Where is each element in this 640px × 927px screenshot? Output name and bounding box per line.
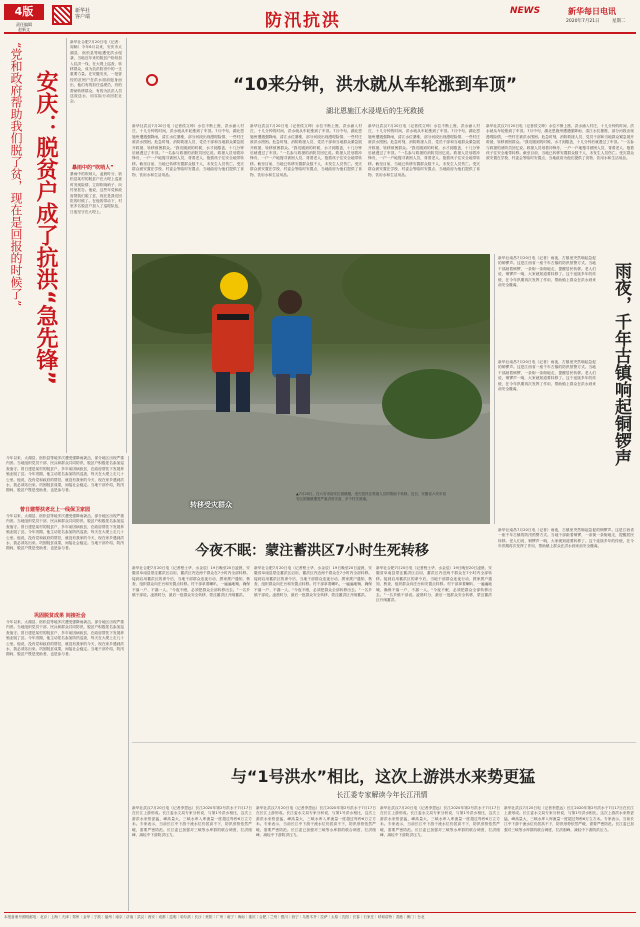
main-col-2: 新华社武汉7月20日电（记者侯文坤）水位不断上涨，洪水涌入村庄，十几分钟的时间，洪水就从车轮涨到了车顶。7月中旬，湖北恩施州遭遇强降雨，清江水位暴涨，部分河段出现漫堤险情，一些村庄被洪水围困。危急时刻，消防救援人员、党员干部和当地群众紧急展开救援，转移被困群众。“我们刚到的时候，水才到膝盖，十几分钟后就漫过了车顶。”一名参与救援的消防员回忆说。救援人员划着冲锋舟，一户一户地搜寻被困人员，背着老人、抱着孩子往安全地带转移。截至目前，当地已转移安置群众数千人，未发生人员伤亡。受灾群众被安置在学校、村委会等临时安置点，当地政府为他们提供了食物、饮用水和生活用品。: [250, 124, 362, 177]
right-col-text-a: 新华社南昌7月20日电（记者）雨夜，古镇里突然响起急促的铜锣声。这是江西省一座千年古镇的防汛预警方式。当地干部敲着铜锣，一条街一条街地走，提醒居民转移。老人们说，铜锣声一响，大家就知道要转移了。这个延续多年的传统，在今年汛期再次发挥了作用，帮助镇上群众在洪水到来前安全撤离。: [498, 256, 596, 288]
issue-weekday: 星期二: [612, 19, 626, 24]
left-body-top: 今年以来，太湖县、宿松县等地多次遭受强降雨袭击，部分地区出现严重内涝。当地组织党员干部、民兵和群众共同防汛，脱贫户积极报名参加巡查值守。曾日建是某村的脱贫户，多年前因病致贫，在政府帮扶下发展养殖业脱了贫。今年汛期，他主动报名参加防汛巡查，每天在大堤上走几十公里。他说，没有党和政府的帮扶，就没有我家的今天，现在家乡遇到洪水，我必须站出来。巩固脱贫成果，间接社会稳定。当地干部介绍，防汛期间，脱贫户既是受助者，也是参与者。: [6, 456, 124, 493]
bottom-headline: 与“1号洪水”相比，这次上游洪水来势更猛: [230, 767, 536, 786]
photo-caption: ▲7月20日，在六安市裕安区固镇镇，受灾居民在救援人员的帮助下转移。近日，安徽省六安市裕安区固镇镇遭受严重洪涝灾害，多个村庄被淹。: [296, 492, 446, 501]
paper-name: 新华每日电讯: [568, 7, 616, 16]
xinhua-app-qr-icon: [52, 5, 72, 25]
bottom-col-2: 新华社武汉7月20日电（记者李思远）长江2020年第2号洪水于7月17日在长江上游形成。长江委水文局专家分析说，与第1号洪水相比，这次上游洪水来势更猛，峰高量大，三峡水库入库流量一度超过每秒6万立方米。专家表示，当前长江中下游干流水位仍居高不下，防汛形势依然严峻，需要严密防范。长江委已加强对三峡等水库群的联合调度，拦洪削峰，减轻中下游防洪压力。: [256, 806, 376, 838]
middle-col-3: 新华社合肥7月20日电（记者程士华、水金辰）19日晚至20日凌晨，安徽省阜南县蒙洼蓄洪区启用，蓄洪区内近两千群众在7小时内全部转移。接到启用蓄洪区的命令后，当地干部群众连夜行动，挨家挨户通知、核查，组织群众向庄台和安置点转移。村干部拿着喇叭，一遍遍地喊，确保不落一户、不漏一人。“今夜不眠，必须把群众全部转移出去。”一名乡镇干部说。凌晨时分，最后一批群众安全转移，蒙洼蓄洪区开闸蓄洪。: [376, 566, 492, 603]
bottom-top-rule: [132, 742, 636, 743]
right-col-text-b: 新华社南昌7月20日电（记者）雨夜，古镇里突然响起急促的铜锣声。这是江西省一座千年古镇的防汛预警方式。当地干部敲着铜锣，一条街一条街地走，提醒居民转移。老人们说，铜锣声一响，大家就知道要转移了。这个延续多年的传统，在今年汛期再次发挥了作用，帮助镇上群众在洪水到来前安全撤离。: [498, 360, 596, 392]
flood-photo: [132, 254, 490, 524]
main-headline: “10来分钟，洪水就从车轮涨到车顶”: [232, 75, 517, 95]
bottom-col-3: 新华社武汉7月20日电（记者李思远）长江2020年第2号洪水于7月17日在长江上游形成。长江委水文局专家分析说，与第1号洪水相比，这次上游洪水来势更猛，峰高量大，三峡水库入库流量一度超过每秒6万立方米。专家表示，当前长江中下游干流水位仍居高不下，防汛形势依然严峻，需要严密防范。长江委已加强对三峡等水库群的联合调度，拦洪削峰，减轻中下游防洪压力。: [380, 806, 500, 838]
left-body-mid: 今年以来，太湖县、宿松县等地多次遭受强降雨袭击，部分地区出现严重内涝。当地组织党员干部、民兵和群众共同防汛，脱贫户积极报名参加巡查值守。曾日建是某村的脱贫户，多年前因病致贫，在政府帮扶下发展养殖业脱了贫。今年汛期，他主动报名参加防汛巡查，每天在大堤上走几十公里。他说，没有党和政府的帮扶，就没有我家的今天，现在家乡遇到洪水，我必须站出来。巩固脱贫成果，间接社会稳定。当地干部介绍，防汛期间，脱贫户既是受助者，也是参与者。: [6, 514, 124, 551]
right-column-divider: [494, 254, 495, 524]
flood-photo-drawing: [132, 254, 490, 524]
main-col-4: 新华社武汉7月20日电（记者侯文坤）水位不断上涨，洪水涌入村庄，十几分钟的时间，洪水就从车轮涨到了车顶。7月中旬，湖北恩施州遭遇强降雨，清江水位暴涨，部分河段出现漫堤险情，一些村庄被洪水围困。危急时刻，消防救援人员、党员干部和当地群众紧急展开救援，转移被困群众。“我们刚到的时候，水才到膝盖，十几分钟后就漫过了车顶。”一名参与救援的消防员回忆说。救援人员划着冲锋舟，一户一户地搜寻被困人员，背着老人、抱着孩子往安全地带转移。截至目前，当地已转移安置群众数千人，未发生人员伤亡。受灾群众被安置在学校、村委会等临时安置点，当地政府为他们提供了食物、饮用水和生活用品。: [486, 124, 634, 161]
left-subhead-2: 曾日建帮扶老北上一线保卫家园: [20, 507, 91, 513]
bottom-col-1: 新华社武汉7月20日电（记者李思远）长江2020年第2号洪水于7月17日在长江上游形成。长江委水文局专家分析说，与第1号洪水相比，这次上游洪水来势更猛，峰高量大，三峡水库入库流量一度超过每秒6万立方米。专家表示，当前长江中下游干流水位仍居高不下，防汛形势依然严峻，需要严密防范。长江委已加强对三峡等水库群的联合调度，拦洪削峰，减轻中下游防洪压力。: [132, 806, 252, 838]
left-quote: “党和政府帮助我们脱了贫，现在是回报的时候了”: [9, 42, 23, 307]
left-body-bottom: 今年以来，太湖县、宿松县等地多次遭受强降雨袭击，部分地区出现严重内涝。当地组织党员干部、民兵和群众共同防汛，脱贫户积极报名参加巡查值守。曾日建是某村的脱贫户，多年前因病致贫，在政府帮扶下发展养殖业脱了贫。今年汛期，他主动报名参加防汛巡查，每天在大堤上走几十公里。他说，没有党和政府的帮扶，就没有我家的今天，现在家乡遇到洪水，我必须站出来。巩固脱贫成果，间接社会稳定。当地干部介绍，防汛期间，脱贫户既是受助者，也是参与者。: [6, 620, 124, 657]
section-title: 防汛抗洪: [265, 11, 341, 31]
right-col-text-c: 新华社南昌7月20日电（记者）雨夜，古镇里突然响起急促的铜锣声。这是江西省一座千年古镇的防汛预警方式。当地干部敲着铜锣，一条街一条街地走，提醒居民转移。老人们说，铜锣声一响，大家就知道要转移了。这个延续多年的传统，在今年汛期再次发挥了作用，帮助镇上群众在洪水到来前安全撤离。: [498, 528, 634, 549]
red-divider-icon: [146, 74, 158, 86]
left-column-text-2: 暴雨中的吹哨人，凌晨时分，宿松县某村的脱贫户在大堤上巡查时发现险情，立即吹响哨子，向村里报告。他说，这些年党和政府帮我们脱了贫，现在是我们回报的时候了。在他的带动下，村里多名脱贫户加入了巡堤队伍，日夜坚守在大堤上。: [70, 172, 122, 214]
left-column-divider: [128, 456, 129, 911]
middle-col-1: 新华社合肥7月20日电（记者程士华、水金辰）19日晚至20日凌晨，安徽省阜南县蒙洼蓄洪区启用，蓄洪区内近两千群众在7小时内全部转移。接到启用蓄洪区的命令后，当地干部群众连夜行动，挨家挨户通知、核查，组织群众向庄台和安置点转移。村干部拿着喇叭，一遍遍地喊，确保不落一户、不漏一人。“今夜不眠，必须把群众全部转移出去。”一名乡镇干部说。凌晨时分，最后一批群众安全转移，蒙洼蓄洪区开闸蓄洪。: [132, 566, 250, 598]
left-right-rule: [126, 38, 127, 453]
main-subtitle: 湖北恩施江水浸堤后的生死救援: [326, 107, 424, 115]
app-label: 新华社 客户端: [75, 8, 91, 20]
left-subhead-1: 暴雨中的“吹哨人”: [72, 165, 114, 171]
main-col-3: 新华社武汉7月20日电（记者侯文坤）水位不断上涨，洪水涌入村庄，十几分钟的时间，洪水就从车轮涨到了车顶。7月中旬，湖北恩施州遭遇强降雨，清江水位暴涨，部分河段出现漫堤险情，一些村庄被洪水围困。危急时刻，消防救援人员、党员干部和当地群众紧急展开救援，转移被困群众。“我们刚到的时候，水才到膝盖，十几分钟后就漫过了车顶。”一名参与救援的消防员回忆说。救援人员划着冲锋舟，一户一户地搜寻被困人员，背着老人、抱着孩子往安全地带转移。截至目前，当地已转移安置群众数千人，未发生人员伤亡。受灾群众被安置在学校、村委会等临时安置点，当地政府为他们提供了食物、饮用水和生活用品。: [368, 124, 480, 177]
left-rule: [66, 38, 67, 453]
issue-date: 2020年7月21日: [566, 19, 600, 24]
middle-headline: 今夜不眠：蒙注蓄洪区7小时生死转移: [195, 543, 429, 559]
right-headline: 雨夜，千年古镇响起铜锣声: [611, 262, 631, 466]
header-rule: [4, 32, 636, 34]
left-subhead-3: 巩固脱贫成果 间接社会: [34, 613, 86, 619]
left-column-text-1: 新华社合肥7月20日电（记者：周畅）今年6月以来，安庆市太湖县、宿松县等地遭受洪水侵袭，当地近年来的脱贫户纷纷加入抗洪一线，在大堤上巡查、转移群众，成为抗洪防汛中的一支重要力量。在安徽安庆，一批曾经的贫困户在洪水面前挺身而出，他们有的担任巡堤员，有的帮助转移群众，有的为抗洪人员送饭送水，用实际行动回报社会。: [70, 40, 122, 104]
footer-text: 本报备案号照明邮电：北京｜上海｜天津｜郑州｜金华｜宁波｜福州｜南京｜济南｜武汉｜西安｜成都｜昆明｜哈尔滨｜长沙｜贵阳｜广州｜南宁｜海南｜重庆｜合肥｜兰州｜银川｜西宁｜乌鲁木齐｜拉萨｜太原｜沈阳｜长春｜石家庄｜呼和浩特｜香港｜澳门｜台北: [4, 915, 425, 919]
bottom-col-4: 新华社武汉7月20日电（记者李思远）长江2020年第2号洪水于7月17日在长江上游形成。长江委水文局专家分析说，与第1号洪水相比，这次上游洪水来势更猛，峰高量大，三峡水库入库流量一度超过每秒6万立方米。专家表示，当前长江中下游干流水位仍居高不下，防汛形势依然严峻，需要严密防范。长江委已加强对三峡等水库群的联合调度，拦洪削峰，减轻中下游防洪压力。: [504, 806, 634, 832]
footer-rule: [4, 912, 636, 913]
photo-caption-title: 转移受灾群众: [190, 501, 232, 509]
main-col-1: 新华社武汉7月20日电（记者侯文坤）水位不断上涨，洪水涌入村庄，十几分钟的时间，洪水就从车轮涨到了车顶。7月中旬，湖北恩施州遭遇强降雨，清江水位暴涨，部分河段出现漫堤险情，一些村庄被洪水围困。危急时刻，消防救援人员、党员干部和当地群众紧急展开救援，转移被困群众。“我们刚到的时候，水才到膝盖，十几分钟后就漫过了车顶。”一名参与救援的消防员回忆说。救援人员划着冲锋舟，一户一户地搜寻被困人员，背着老人、抱着孩子往安全地带转移。截至目前，当地已转移安置群众数千人，未发生人员伤亡。受灾群众被安置在学校、村委会等临时安置点，当地政府为他们提供了食物、饮用水和生活用品。: [132, 124, 244, 177]
middle-col-2: 新华社合肥7月20日电（记者程士华、水金辰）19日晚至20日凌晨，安徽省阜南县蒙洼蓄洪区启用，蓄洪区内近两千群众在7小时内全部转移。接到启用蓄洪区的命令后，当地干部群众连夜行动，挨家挨户通知、核查，组织群众向庄台和安置点转移。村干部拿着喇叭，一遍遍地喊，确保不落一户、不漏一人。“今夜不眠，必须把群众全部转移出去。”一名乡镇干部说。凌晨时分，最后一批群众安全转移，蒙洼蓄洪区开闸蓄洪。: [254, 566, 372, 598]
editor-label: 责任编辑 赵新文: [16, 22, 32, 32]
bottom-subtitle: 长江委专家解读今年长江汛情: [336, 791, 428, 799]
page-number-badge: 4版: [4, 4, 44, 20]
news-logo-icon: NEWS: [510, 6, 541, 16]
left-headline: 安庆：脱贫户成了抗洪“急先锋”: [33, 70, 58, 385]
